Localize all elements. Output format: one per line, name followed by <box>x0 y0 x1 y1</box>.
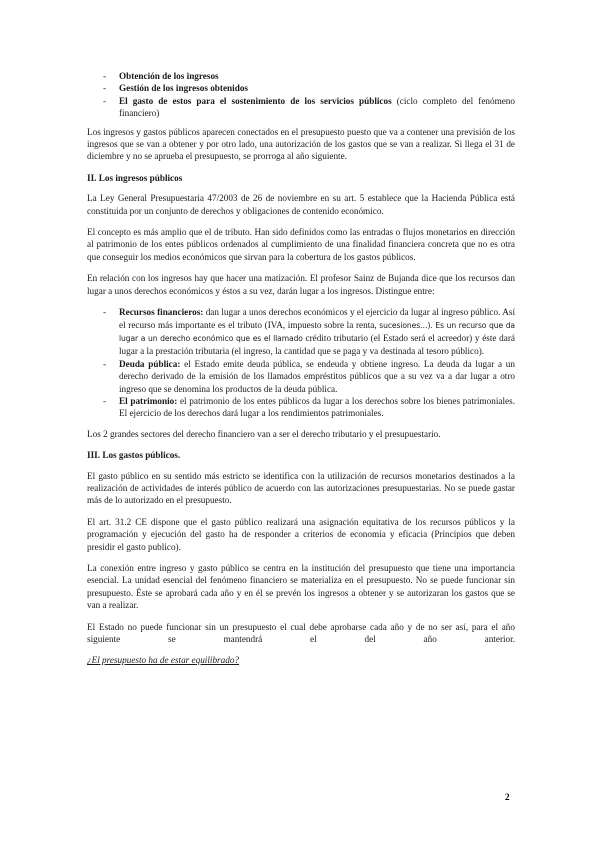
section-heading-ingresos: II. Los ingresos públicos <box>87 172 183 183</box>
list-item-term: Deuda pública: <box>119 358 181 369</box>
list-item-text: crédito tributario (el Estado será el acreedor) y éste dará lugar a la prestación tributaria (el ingreso, la cantidad que se paga y va destinada al tesoro público). <box>119 332 515 357</box>
list-item-deuda <box>87 358 515 395</box>
paragraph: Los 2 grandes sectores del derecho financiero van a ser el derecho tributario y el presupuestario. <box>87 428 441 439</box>
paragraph: El concepto es más amplio que el de tributo. Han sido definidos como las entradas o flujos monetarios en dirección al patrimonio de los entes públicos ordenados al cumplimiento de una finalidad financiera concreta que no es otra que conseguir los medios económicos que sirvan para la cobertura de los gastos públicos. <box>87 227 515 262</box>
list-item <box>87 95 515 120</box>
list-item-term: Recursos financieros: <box>119 307 204 318</box>
list-item-text: dan lugar a unos derechos económicos y el ejercicio da lugar al ingreso público. Así el recurso más importante es el tributo (IVA, impuesto sobre la renta, <box>119 307 515 330</box>
list-item-text: (ciclo completo del fenómeno financiero) <box>119 95 515 119</box>
paragraph: En relación con los ingresos hay que hacer una matización. El profesor Sainz de Bujanda dice que los recursos dan lugar a unos derechos económicos y éstos a su vez, darán lugar a los ingresos. Distingue entre: <box>87 273 515 296</box>
list-dash: - <box>103 307 107 318</box>
income-types-list <box>87 306 515 420</box>
section-heading-gastos: III. Los gastos públicos. <box>87 450 181 461</box>
question-heading: ¿El presupuesto ha de estar equilibrado? <box>87 655 240 666</box>
list-dash: - <box>103 95 107 106</box>
paragraph: El Estado no puede funcionar sin un presupuesto el cual debe aprobarse cada año y de no ser así, para el año siguiente se mantendrá el del año anterior. <box>87 621 515 645</box>
financial-cycle-list <box>87 70 515 120</box>
paragraph: El gasto público en su sentido más estricto se identifica con la utilización de recursos monetarios destinados a la realización de actividades de interés público de acuerdo con las autorizaciones presupuestarias. No se puede gastar más de lo autorizado en el presupuesto. <box>87 470 515 506</box>
list-dash: - <box>103 83 107 94</box>
list-item-bold: El gasto de estos para el sostenimiento de los servicios públicos <box>119 95 392 106</box>
list-item-recursos <box>87 306 515 358</box>
list-item-text-sans: sucesiones…). Es un recurso que da lugar a un derecho económico que es el llamado <box>119 320 515 343</box>
list-item <box>87 82 515 94</box>
list-item-term: El patrimonio: <box>119 395 178 406</box>
list-item-text: el patrimonio de los entes públicos da lugar a los derechos sobre los bienes patrimoniales. El ejercicio de los derechos dará lugar a los rendimientos patrimoniales. <box>119 395 516 419</box>
page-number: 2 <box>505 792 510 802</box>
list-dash: - <box>103 358 107 369</box>
document-page <box>87 70 515 676</box>
paragraph: La conexión entre ingreso y gasto público se centra en la institución del presupuesto que tiene una importancia esencial. La unidad esencial del fenómeno financiero se materializa en el presupuesto. No se puede funcionar sin presupuesto. Éste se aprobará cada año y en él se prevén los ingresos a obtener y se autorizaran los gastos que se van a realizar. <box>87 563 515 611</box>
paragraph: La Ley General Presupuestaria 47/2003 de 26 de noviembre en su art. 5 establece que la Hacienda Pública está constituida por un conjunto de derechos y obligaciones de contenido económico. <box>87 193 515 216</box>
list-dash: - <box>103 71 107 81</box>
paragraph: Los ingresos y gastos públicos aparecen conectados en el presupuesto puesto que va a contener una previsión de los ingresos que se van a obtener y por otro lado, una autorización de los gastos que se van a realizar. Si llega el 31 de diciembre y no se aprueba el presupuesto, se prorroga al año siguiente. <box>87 126 515 162</box>
list-item <box>87 70 515 82</box>
list-dash: - <box>103 395 107 406</box>
list-item-patrimonio <box>87 395 515 420</box>
list-item-text: el Estado emite deuda pública, se endeuda y obtiene ingreso. La deuda da lugar a un derecho derivado de la emisión de los llamados empréstitos públicos que a su vez va a dar lugar a otro ingreso que se denomina los productos de la deuda pública. <box>119 358 515 394</box>
paragraph: El art. 31.2 CE dispone que el gasto público realizará una asignación equitativa de los recursos públicos y la programación y ejecución del gasto ha de responder a criterios de economía y eficacia (Principios que deben presidir el gasto publico). <box>87 516 515 552</box>
list-item-bold: Obtención de los ingresos <box>119 71 219 81</box>
list-item-bold: Gestión de los ingresos obtenidos <box>119 83 248 94</box>
